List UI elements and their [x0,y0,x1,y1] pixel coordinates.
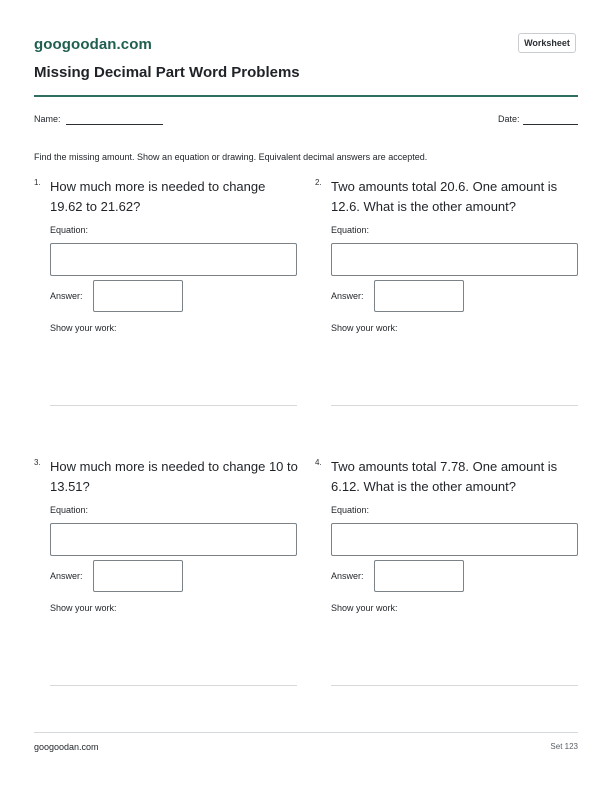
problem-text: Two amounts total 20.6. One amount is 12.6. What is the other amount? [331,179,558,214]
problem-text: How much more is needed to change 19.62 to 21.62? [50,179,266,214]
equation-label: Equation: [331,505,370,515]
equation-label: Equation: [331,225,370,235]
worksheet-badge: Worksheet [518,33,576,53]
equation-box[interactable] [50,243,297,276]
answer-box[interactable] [374,280,464,312]
name-field-line[interactable] [66,124,163,125]
problem-number: 2. [315,178,322,187]
problem-number: 3. [34,458,41,467]
work-area-line [50,685,297,686]
instructions-text: Find the missing amount. Show an equation or drawing. Equivalent decimal answers are accepted. [34,152,428,162]
answer-box[interactable] [93,560,183,592]
answer-box[interactable] [374,560,464,592]
equation-box[interactable] [331,523,578,556]
title-divider [34,95,578,97]
equation-label: Equation: [50,505,89,515]
answer-label: Answer: [50,571,83,581]
answer-label: Answer: [331,571,364,581]
problem-text: How much more is needed to change 10 to 13.51? [50,459,298,494]
date-field-line[interactable] [523,124,578,125]
date-label: Date: [498,114,520,124]
footer-divider [34,732,578,733]
answer-box[interactable] [93,280,183,312]
problem-number: 4. [315,458,322,467]
page-title: Missing Decimal Part Word Problems [34,64,300,81]
answer-label: Answer: [50,291,83,301]
footer-set-number: Set 123 [550,742,578,751]
problem-text: Two amounts total 7.78. One amount is 6.12. What is the other amount? [331,459,558,494]
work-label: Show your work: [50,323,117,333]
equation-box[interactable] [50,523,297,556]
work-label: Show your work: [50,603,117,613]
equation-label: Equation: [50,225,89,235]
work-area-line [50,405,297,406]
brand-logo-text: googoodan.com [34,36,152,53]
work-label: Show your work: [331,603,398,613]
footer-site: googoodan.com [34,742,99,752]
name-label: Name: [34,114,61,124]
work-area-line [331,405,578,406]
problem-number: 1. [34,178,41,187]
equation-box[interactable] [331,243,578,276]
answer-label: Answer: [331,291,364,301]
work-area-line [331,685,578,686]
work-label: Show your work: [331,323,398,333]
